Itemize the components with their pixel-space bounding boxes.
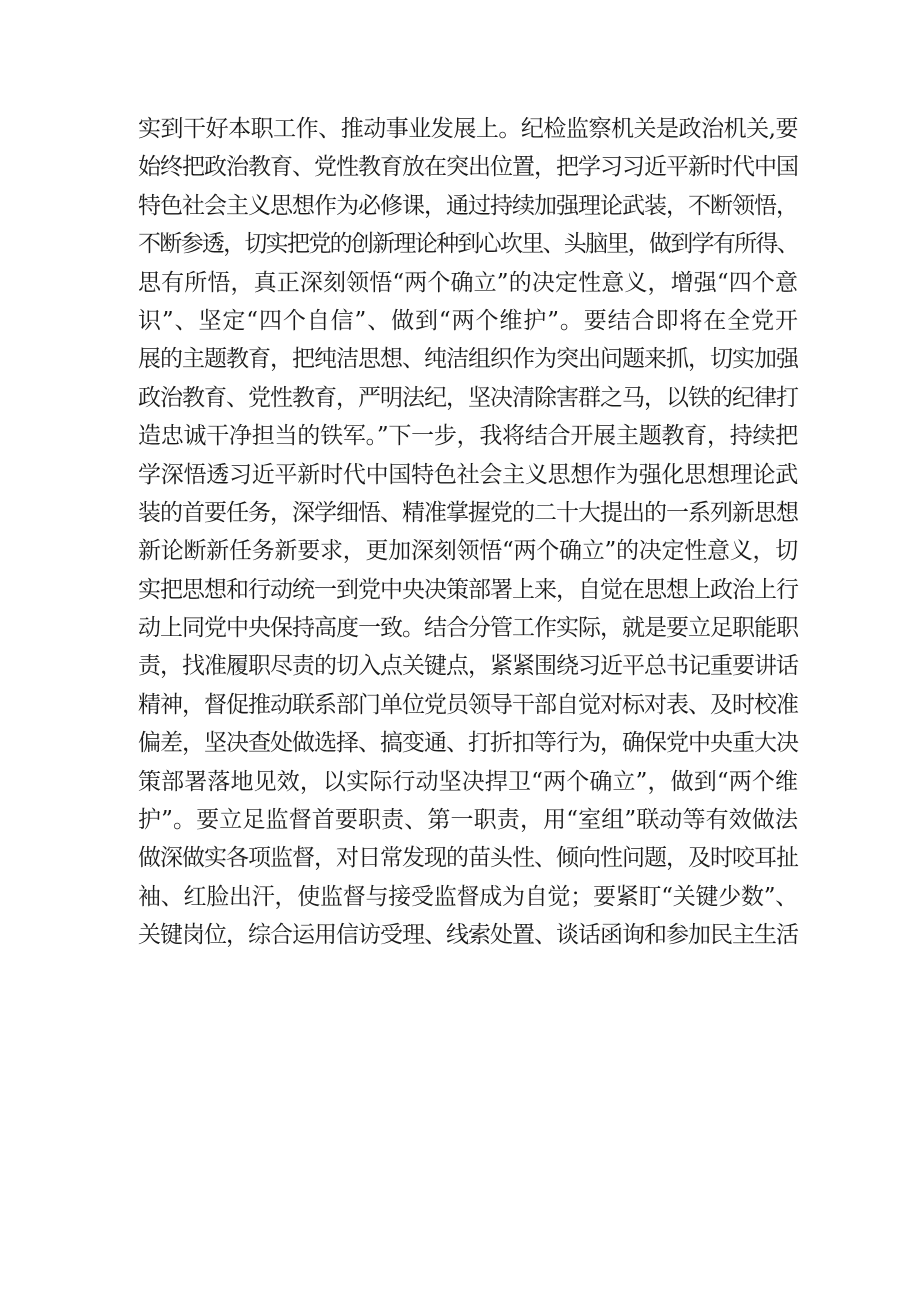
text-line-2: 始终把政治教育、党性教育放在突出位置，把学习习近平新时代中国	[138, 154, 798, 181]
text-line-3: 特色社会主义思想作为必修课，通过持续加强理论武装，不断领悟，	[138, 192, 798, 219]
text-line-5: 思有所悟，真正深刻领悟“两个确立”的决定性意义，增强“四个意	[138, 269, 798, 296]
text-line-6: 识”、坚定“四个自信”、做到“两个维护”。要结合即将在全党开	[138, 307, 798, 334]
text-line-16: 精神，督促推动联系部门单位党员领导干部自觉对标对表、及时校准	[138, 691, 798, 718]
body-paragraph	[138, 110, 798, 955]
text-line-8: 政治教育、党性教育，严明法纪，坚决清除害群之马，以铁的纪律打	[138, 384, 798, 411]
text-line-18: 策部署落地见效，以实际行动坚决捍卫“两个确立”，做到“两个维	[138, 768, 798, 795]
text-line-19: 护”。要立足监督首要职责、第一职责，用“室组”联动等有效做法	[138, 807, 798, 834]
text-line-17: 偏差，坚决查处做选择、搞变通、打折扣等行为，确保党中央重大决	[138, 730, 798, 757]
text-line-9: 造忠诚干净担当的铁军。”下一步，我将结合开展主题教育，持续把	[138, 423, 798, 450]
text-line-20: 做深做实各项监督，对日常发现的苗头性、倾向性问题，及时咬耳扯	[138, 845, 798, 872]
text-line-12: 新论断新任务新要求，更加深刻领悟“两个确立”的决定性意义，切	[138, 538, 798, 565]
text-line-22: 关键岗位，综合运用信访受理、线索处置、谈话函询和参加民主生活	[138, 922, 798, 949]
text-line-14: 动上同党中央保持高度一致。结合分管工作实际，就是要立足职能职	[138, 615, 798, 642]
text-line-10: 学深悟透习近平新时代中国特色社会主义思想作为强化思想理论武	[138, 461, 798, 488]
text-line-1: 实到干好本职工作、推动事业发展上。纪检监察机关是政治机关,要	[138, 116, 798, 142]
text-line-13: 实把思想和行动统一到党中央决策部署上来，自觉在思想上政治上行	[138, 576, 798, 603]
text-line-11: 装的首要任务，深学细悟、精准掌握党的二十大提出的一系列新思想	[138, 499, 798, 526]
text-line-4: 不断参透，切实把党的创新理论种到心坎里、头脑里，做到学有所得、	[138, 231, 799, 258]
text-line-7: 展的主题教育，把纯洁思想、纯洁组织作为突出问题来抓，切实加强	[138, 346, 798, 373]
text-line-15: 责，找准履职尽责的切入点关键点，紧紧围绕习近平总书记重要讲话	[138, 653, 798, 680]
text-line-21: 袖、红脸出汗，使监督与接受监督成为自觉；要紧盯“关键少数”、	[138, 883, 798, 910]
